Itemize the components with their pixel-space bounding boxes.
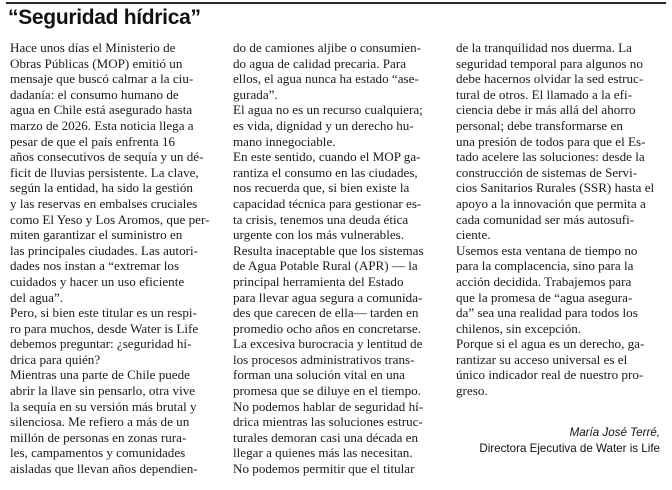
text-line: tural de otros. El llamado a la efi-	[456, 86, 632, 102]
text-line: principal herramienta del Estado	[233, 273, 404, 289]
paragraph	[10, 40, 218, 305]
paragraph	[233, 461, 441, 477]
text-line: para llevar agua segura a comunida-	[233, 289, 423, 305]
text-line: años consecutivos de sequía y un dé-	[10, 149, 204, 165]
text-line: gurada”.	[233, 86, 278, 102]
text-line: único indicador real de nuestro pro-	[456, 367, 644, 383]
paragraph	[233, 102, 441, 149]
text-line: abrir la llave sin pensarlo, otra vive	[10, 383, 196, 399]
text-line: do agua de calidad precaria. Para	[233, 55, 407, 71]
column-1	[10, 40, 218, 477]
paragraph	[233, 243, 441, 337]
text-line: Usemos esta ventana de tiempo no	[456, 242, 638, 258]
text-line: promedio ocho años en concretarse.	[233, 320, 421, 336]
text-line: Mientras una parte de Chile puede	[10, 367, 190, 383]
column-2	[233, 40, 441, 477]
text-line: y las reservas en embalses cruciales	[10, 195, 198, 211]
text-line: silenciosa. Me refiero a más de un	[10, 414, 190, 430]
paragraph	[233, 336, 441, 398]
headline: “Seguridad hídrica”	[8, 6, 201, 29]
text-line: los procesos administrativos trans-	[233, 351, 415, 367]
text-line: dades nos instan a “extremar los	[10, 258, 180, 274]
text-line: debemos preguntar: ¿seguridad hí-	[10, 336, 192, 352]
text-line: El agua no es un recurso cualquiera;	[233, 102, 423, 118]
paragraph	[233, 149, 441, 243]
text-line: millón de personas en zonas rura-	[10, 429, 187, 445]
text-line: greso.	[456, 383, 488, 399]
signature-name: María José Terré,	[569, 426, 660, 439]
paragraph	[233, 40, 441, 102]
text-line: miten garantizar el suministro en	[10, 227, 183, 243]
signature	[479, 425, 660, 457]
text-line: es vida, dignidad y un derecho hu-	[233, 117, 414, 133]
paragraph	[456, 243, 662, 337]
text-line: agua en Chile está asegurado hasta	[10, 102, 193, 118]
text-line: En este sentido, cuando el MOP ga-	[233, 149, 421, 165]
text-line: según la entidad, ha sido la gestión	[10, 180, 193, 196]
text-line: No podemos hablar de seguridad hí-	[233, 398, 424, 414]
text-line: debe hacernos olvidar la sed estruc-	[456, 71, 644, 87]
text-line: da” sea una realidad para todos los	[456, 305, 638, 321]
text-line: ta crisis, tenemos una deuda ética	[233, 211, 409, 227]
text-line: seguridad temporal para algunos no	[456, 55, 643, 71]
text-line: ciencia debe ir más allá del ahorro	[456, 102, 636, 118]
text-line: la sequía en su versión más brutal y	[10, 398, 197, 414]
text-line: Pero, si bien este titular es un respi-	[10, 305, 197, 321]
text-line: construcción de sistemas de Servi-	[456, 164, 638, 180]
text-line: des que carecen de ella— tarden en	[233, 305, 419, 321]
paragraph	[10, 305, 218, 367]
text-line: promesa que se diluye en el tiempo.	[233, 383, 421, 399]
column-3	[456, 40, 662, 399]
text-line: de Agua Potable Rural (APR) — la	[233, 258, 418, 274]
text-line: personal; debe transformarse en	[456, 117, 623, 133]
text-line: ro para muchos, desde Water is Life	[10, 320, 199, 336]
text-line: que la promesa de “agua asegura-	[456, 289, 633, 305]
text-line: para la complacencia, sino para la	[456, 258, 634, 274]
text-line: mano innegociable.	[233, 133, 336, 149]
text-line: ficit de lluvias persistente. La clave,	[10, 164, 199, 180]
signature-role: Directora Ejecutiva de Water is Life	[479, 442, 660, 455]
text-line: mensaje que buscó calmar a la ciu-	[10, 71, 194, 87]
paragraph	[456, 40, 662, 243]
text-line: Resulta inaceptable que los sistemas	[233, 242, 424, 258]
paragraph	[10, 367, 218, 476]
text-line: chilenos, sin excepción.	[456, 320, 582, 336]
text-line: acción decidida. Trabajemos para	[456, 273, 632, 289]
text-line: ellos, el agua nunca ha estado “ase-	[233, 71, 419, 87]
text-line: urgente con los más vulnerables.	[233, 227, 405, 243]
text-line: rantiza el consumo en las ciudades,	[233, 164, 418, 180]
text-line: Porque si el agua es un derecho, ga-	[456, 336, 645, 352]
text-line: No podemos permitir que el titular	[233, 461, 415, 477]
text-line: La excesiva burocracia y lentitud de	[233, 336, 423, 352]
paragraph	[233, 399, 441, 461]
text-line: cuidados y hacer un uso eficiente	[10, 273, 185, 289]
text-line: cada comunidad ser más autosufi-	[456, 211, 635, 227]
text-line: las principales ciudades. Las autori-	[10, 242, 198, 258]
text-line: do de camiones aljibe o consumien-	[233, 40, 421, 55]
text-line: ciente.	[456, 227, 491, 243]
text-line: turales demoran casi una década en	[233, 429, 419, 445]
text-line: pesar de que el país enfrenta 16	[10, 133, 176, 149]
text-line: tado acelere las soluciones: desde la	[456, 149, 645, 165]
text-line: nos recuerda que, si bien existe la	[233, 180, 410, 196]
text-line: aisladas que llevan años dependien-	[10, 461, 198, 477]
text-line: dadanía: el consumo humano de	[10, 86, 179, 102]
text-line: Obras Públicas (MOP) emitió un	[10, 55, 183, 71]
text-line: rantizar su acceso universal es el	[456, 351, 628, 367]
text-line: capacidad técnica para gestionar es-	[233, 195, 422, 211]
paragraph	[456, 336, 662, 398]
text-line: drica mientras las soluciones estruc-	[233, 414, 423, 430]
top-rule	[6, 2, 666, 4]
text-line: drica para quién?	[10, 351, 101, 367]
text-line: cios Sanitarios Rurales (SSR) hasta el	[456, 180, 655, 196]
text-line: marzo de 2026. Esta noticia llega a	[10, 117, 194, 133]
text-line: como El Yeso y Los Aromos, que per-	[10, 211, 210, 227]
text-line: una presión de todos para que el Es-	[456, 133, 646, 149]
text-line: Hace unos días el Ministerio de	[10, 40, 176, 55]
text-line: les, campamentos y comunidades	[10, 445, 186, 461]
text-line: apoyo a la innovación que permita a	[456, 195, 646, 211]
text-line: del agua”.	[10, 289, 64, 305]
text-line: llegar a quienes más las necesitan.	[233, 445, 413, 461]
text-line: forman una solución vital en una	[233, 367, 405, 383]
text-line: de la tranquilidad nos duerma. La	[456, 40, 632, 55]
